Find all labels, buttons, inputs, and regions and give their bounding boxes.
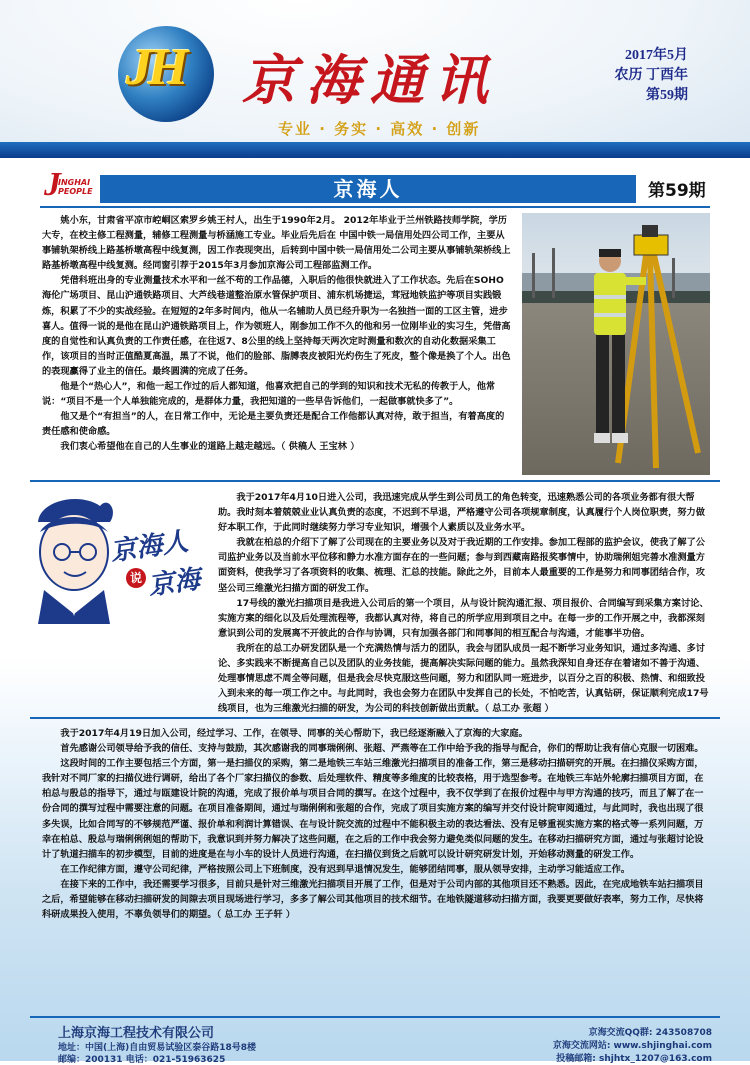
- article-paragraph: 我于2017年4月10日进入公司，我迅速完成从学生到公司员工的角色转变，迅速熟悉公司的各项业务都有很大帮助。我时刻本着兢兢业业认真负责的态度，不迟到不早退，严格遵守公司各项规章制度，认真履行个人岗位职责，努力做好本职工作，于此同时继续努力学习专业知识，增强个人素质以及业务水平。: [218, 492, 705, 534]
- article-paragraph: 我就在柏总的介绍下了解了公司现在的主要业务以及对于我近期的工作安排。参加工程部的监护会议，使我了解了公司监护业务以及当前水平位移和静力水准方面存在的一些问题；参与到西藏南路报奖事情中，协助瑞俐姐完善水准测量方面资料，使我学习了各项资料的收集、梳理、汇总的技能。除此之外，目前本人最重要的工作是努力和同事团结合作，攻坚公司三维激光扫描方面的研发工作。: [218, 537, 705, 594]
- jinghai-people-logo-icon: J: [44, 166, 61, 203]
- surveyor-photo-image: [522, 213, 710, 475]
- footer-website-link[interactable]: 京海交流网站: www.shjinghai.com: [552, 1041, 712, 1051]
- jinghai-people-cartoon: [30, 492, 210, 624]
- issue-date: 2017年5月: [625, 48, 688, 63]
- masthead-band: [0, 142, 750, 158]
- article-divider: [30, 717, 720, 719]
- section-title: 京海人: [333, 177, 403, 201]
- article-paragraph: 我所在的总工办研发团队是一个充满热情与活力的团队，我会与团队成员一起不断学习业务知识，通过多沟通、多讨论、多实践来不断提高自己以及团队的业务技能，提高解决实际问题的能力。虽然我深知自身还存在着诸如不善于沟通、处理事情思虑不周全等问题，但是我会尽快克服这些问题，努力和团队同一班进步，以百分之百的积极、热情、和细致投入到未来的每一项工作之中。与此同时，我也会努力在团队中发挥自己的长处，不怕吃苦，认真钻研，保证顺利完成17号线项目，也为三维激光扫描的研发，为公司的科技创新做出贡献。（ 总工办 张超 ）: [218, 642, 709, 715]
- footer-divider: [30, 1016, 720, 1018]
- footer-contact: 邮编：200131 电话：021-51963625: [58, 1055, 226, 1065]
- newsletter-title: 京海通讯: [242, 48, 498, 112]
- article-intern-zhangchao: [218, 490, 710, 716]
- article-paragraph: 姚小东，甘肃省平凉市崆峒区索罗乡姚王村人，出生于1990年2月。 2012年毕业于兰州铁路技师学院，学历大专，在校主修工程测量，辅修工程测量与桥涵施工专业。毕业后先后在 中国中铁一局信用处四公司工作，主要从事铺轨架桥线上路基桥墩高程中线复测，因工作表现突出，后转到中国中铁一局信用处二公司主要从事铺轨架桥线上路基桥墩高程中线复测。经同窗引荐于2015年3月参加京海公司工程部监测工作。: [42, 215, 511, 272]
- article-profile: [42, 213, 512, 455]
- logo-letters: JH: [126, 39, 185, 96]
- article-paragraph: 首先感谢公司领导给予我的信任、支持与鼓励，其次感谢我的同事瑞俐俐、张超、严燕等在工作中给予我的指导与配合，你们的帮助让我有信心克服一切困难。: [60, 743, 704, 755]
- article-paragraph: 凭借科班出身的专业测量技术水平和一丝不苟的工作品德，入职后的他很快就进入了工作状态。先后在SOHO海伦广场项目、昆山沪通铁路项目、大芦线巷道整治原水管保护项目、浦东机场捷运，茸冠地铁监护等项目实践锻炼，积累了不少的实战经验。在短短的2年多时间内，他从一名辅助人员已经升职为一名独挡一面的工区主管，进步喜人。值得一说的是他在昆山沪通铁路项目上，作为领班人，刚参加工作不久的他和另一位刚毕业的实习生，凭借高度的自觉性和认真负责的工作责任感，在往返7、8公里的线上坚持每天两次定时测量和数次的自动化数据采集工作，该项目的当时正值酷夏高温，黑了不说，他们的脸部、脂膊表皮被阳光灼伤生了死皮，整个像是换了个人。出色的表现赢得了业主的信任。最终圆满的完成了任务。: [42, 275, 511, 377]
- article-paragraph: 在工作纪律方面，遵守公司纪律，严格按照公司上下班制度，没有迟到早退情况发生，能够团结同事，服从领导安排，主动学习能适应工作。: [60, 863, 631, 875]
- article-paragraph: 在接下来的工作中，我还需要学习很多，目前只是针对三维激光扫描项目开展了工作，但是对于公司内部的其他项目还不熟悉。因此，在完成地铁车站扫描项目之后，希望能够在移动扫描研发的间隙去项目现场进行学习，多多了解公司其他项目的技术细节。在地铁隧道移动扫描方面，我要更要做好表率，努力工作，尽快将科研成果投入使用，不辜负领导们的期望。（ 总工办 王子轩 ）: [42, 878, 704, 921]
- footer-email-link[interactable]: 投稿邮箱: shjhtx_1207@163.com: [556, 1054, 712, 1064]
- article-intern-wangzixuan: [42, 726, 710, 922]
- article-paragraph: 这段时间的工作主要包括三个方面，第一是扫描仪的采购，第二是地铁三车站三维激光扫描项目的准备工作，第三是移动扫描研究的开展。在扫描仪采购方面，我针对不同厂家的扫描仪进行调研，给出了各个厂家扫描仪的参数、后处理软件、精度等多维度的比较表格，用于选型参考。在地铁三车站外轮廓扫描项目方面，在柏总与殷总的指导下，通过与瓯建设计院的沟通，完成了报价单与项目合同的撰写。在这个过程中，我不仅学到了在报价过程中与甲方沟通的技巧，而且了解了在一份合同的撰写过程中需要注意的问题。在项目准备期间，通过与瑞俐俐和张超的合作，完成了项目实施方案的编写并交付设计院审阅通过，与此同时，我也出现了很多失误，比如合同写的不够规范严谨、报价单和利润计算错误、在与设计院交流的过程中不能积极主动的表达看法、没有足够重视实施方案的格式等一系列问题，万幸在柏总、殷总与瑞俐俐俐姐的帮助下，我意识到并努力解决了这些问题，在之后的工作中我会努力避免类似问题的发生。在移动扫描研究方面，通过与张超讨论设计了轨道扫描车的初步模型，目前的进度是在与小车的设计人员进行沟通，在扫描仪到货之后就可以设计研究研发计划，开始移动测量的研发工作。: [42, 758, 704, 860]
- article-paragraph: 他是个“热心人”，和他一起工作过的后人都知道，他喜欢把自己的学到的知识和技术无私的传教于人，他常说：“项目不是一个人单独能完成的，是群体力量，我把知道的一些早告诉他们，一起做事就快多了”。: [42, 381, 496, 408]
- issue-number: 第59期: [646, 88, 688, 103]
- article-paragraph: 17号线的激光扫描项目是我进入公司后的第一个项目，从与设计院沟通汇报、项目报价、合同编写到采集方案讨论、实施方案的细化以及后处理流程等，我都认真对待，将自己的所学应用到项目之中。在每一步的工作开展之中，我都深刻意识到公司的发展离不开彼此的合作与协调，只有加强各部门和同事间的相互配合与沟通，才能事半功倍。: [218, 597, 709, 639]
- cartoon-line2: 京海: [146, 564, 203, 602]
- article-paragraph: 我们衷心希望他在自己的人生事业的道路上越走越远。（ 供稿人 王宝林 ）: [60, 441, 360, 453]
- section-divider: [40, 206, 710, 208]
- newsletter-slogan: 专业 · 务实 · 高效 · 创新: [278, 120, 481, 138]
- surveyor-photo: [522, 213, 710, 475]
- cartoon-badge: 说: [126, 568, 146, 588]
- footer-company: 上海京海工程技术有限公司: [58, 1026, 215, 1041]
- article-paragraph: 他又是个“有担当”的人，在日常工作中，无论是主要负责还是配合工作他都认真对待，敢于担当，有着高度的责任感和使命感。: [42, 411, 505, 438]
- article-divider: [30, 480, 720, 482]
- footer-qq-group: 京海交流QQ群: 243508708: [588, 1028, 712, 1038]
- lunar-year: 农历 丁酉年: [614, 68, 688, 83]
- section-issue-number: 第59期: [648, 181, 706, 201]
- footer-address: 地址：中国(上海)自由贸易试验区泰谷路18号8楼: [58, 1043, 257, 1053]
- cartoon-line1: 京海人: [108, 526, 191, 568]
- article-paragraph: 我于2017年4月19日加入公司，经过学习、工作，在领导、同事的关心帮助下，我已经逐渐融入了京海的大家庭。: [60, 728, 528, 739]
- jinghai-people-logo-text: INGHAI PEOPLE: [58, 178, 93, 196]
